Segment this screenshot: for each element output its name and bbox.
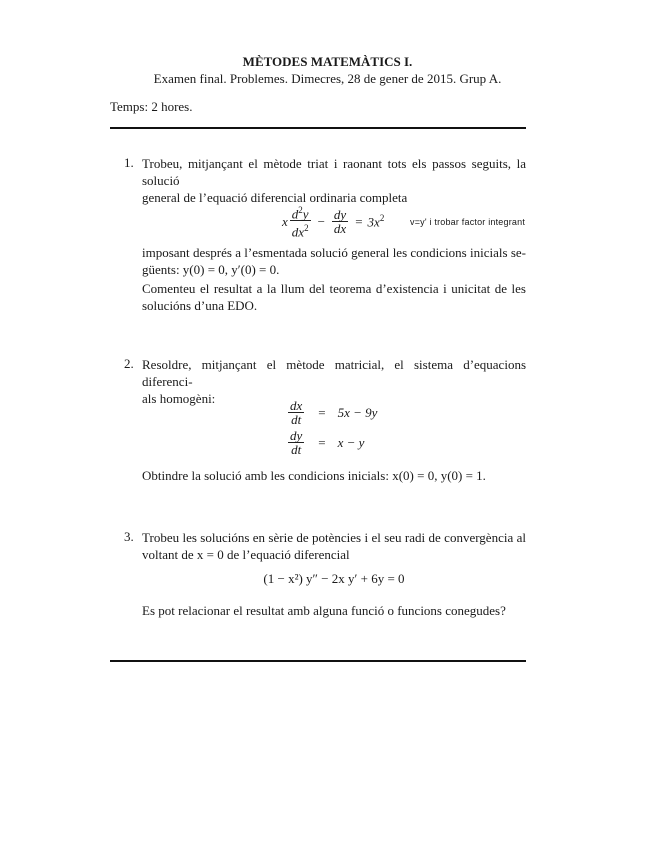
problem-1-conditions: [142, 244, 526, 278]
problem-3-intro-line2: voltant de x = 0 de l’equació diferencial: [142, 547, 350, 562]
problem-1-comment-line2: solucións d’una EDO.: [142, 298, 258, 313]
problem-1-comment: [142, 280, 526, 314]
top-divider: [110, 127, 526, 129]
exam-subtitle: Examen final. Problemes. Dimecres, 28 de gener de 2015. Grup A.: [153, 71, 502, 86]
problem-3-intro-line1: Trobeu les solucións en sèrie de potències i el seu radi de convergència al: [142, 530, 526, 545]
problem-2-intro-line2: als homogèni:: [142, 391, 216, 406]
problem-3-equation: (1 − x²) y″ − 2x y′ + 6y = 0: [263, 571, 405, 586]
problem-1-intro: [142, 155, 526, 206]
problem-1-conditions-line1: imposant després a l’esmentada solució general les condicions inicials se-: [142, 245, 526, 260]
problem-2-equation-1-rhs: 5x − 9y: [337, 405, 378, 420]
problem-2-equation-2-rhs: x − y: [337, 435, 365, 450]
problem-1-comment-line1: Comenteu el resultat a la llum del teorema d’existencia i unicitat de les: [142, 281, 526, 296]
problem-1-intro-line1: Trobeu, mitjançant el mètode triat i raonant tots els passos seguits, la solució: [142, 156, 526, 188]
problem-1-equation: x $\frac{d^2y}{dx^2}$ − $\frac{dy}{dx}$ = $3x^2$: [282, 205, 385, 240]
exam-duration: Temps: 2 hores.: [110, 99, 193, 114]
problem-1-number: 1.: [124, 155, 134, 170]
problem-2-intro-line1: Resoldre, mitjançant el mètode matricial, el sistema d’equacions diferenci-: [142, 357, 526, 389]
problem-1-handwritten-note: v=y' i trobar factor integrant: [410, 217, 526, 227]
problem-3-number: 3.: [124, 529, 134, 544]
problem-3-intro: [142, 529, 526, 563]
problem-1-equation-rhs: 3x: [367, 214, 380, 230]
problem-2-system: [286, 398, 377, 458]
problem-2-number: 2.: [124, 356, 134, 371]
exam-title: MÈTODES MATEMÀTICS I.: [242, 54, 413, 69]
problem-2-equation-2: $\frac{dy}{dt}$ = x − y: [290, 428, 365, 457]
problem-1-conditions-line2: güents: y(0) = 0, y′(0) = 0.: [142, 262, 280, 277]
bottom-divider: [110, 660, 526, 662]
problem-2-conditions: Obtindre la solució amb les condicions inicials: x(0) = 0, y(0) = 1.: [142, 468, 486, 483]
problem-3-question: Es pot relacionar el resultat amb alguna funció o funcions conegudes?: [142, 603, 506, 618]
problem-1-intro-line2: general de l’equació diferencial ordinaria completa: [142, 190, 408, 205]
problem-2-equation-1: $\frac{dx}{dt}$ = 5x − 9y: [290, 398, 378, 427]
